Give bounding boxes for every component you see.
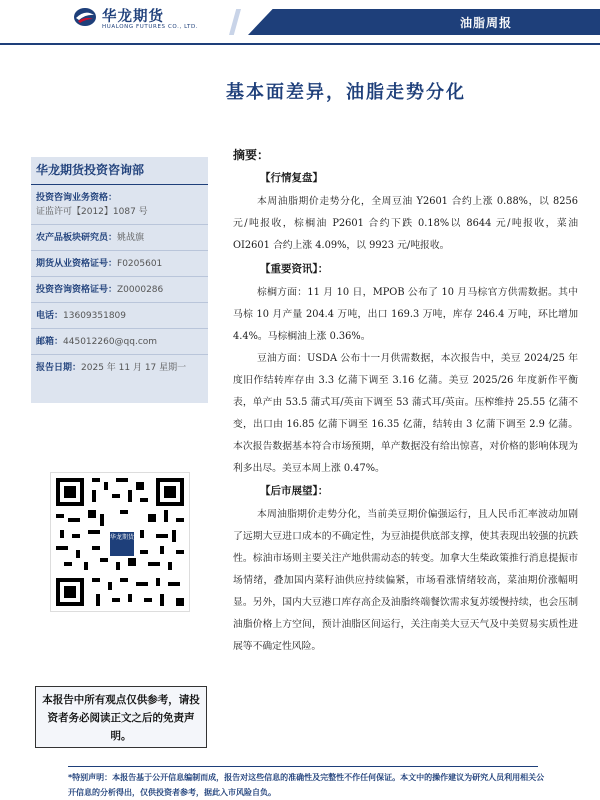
email-row bbox=[31, 329, 208, 355]
researcher-value: 姚战旗 bbox=[117, 233, 145, 243]
qualification-value: 证监许可【2012】1087 号 bbox=[36, 207, 148, 217]
date-value: 2025 年 11 月 17 星期一 bbox=[81, 363, 187, 373]
date-label: 报告日期： bbox=[36, 363, 82, 373]
hualong-logo-icon bbox=[73, 6, 97, 28]
phone-row bbox=[31, 303, 208, 329]
researcher-label: 农产品板块研究员： bbox=[36, 233, 118, 243]
report-title: 基本面差异，油脂走势分化 bbox=[226, 82, 466, 103]
futures-cert-value: F0205601 bbox=[117, 259, 163, 269]
footer-disclaimer: *特别声明：本报告基于公开信息编制而成，报告对这些信息的准确性及完整性不作任何保证。本文中的操作建议为研究人员利用相关公开信息的分析得出，仅供投资者参考，据此入市风险自负。 bbox=[68, 773, 545, 797]
dept-name: 华龙期货投资咨询部 bbox=[31, 157, 208, 185]
page-header bbox=[0, 0, 600, 44]
futures-cert-row bbox=[31, 251, 208, 277]
disclaimer-box bbox=[35, 686, 207, 748]
section-key-news: 【重要资讯】： bbox=[260, 263, 329, 275]
paragraph-outlook: 本周油脂期价走势分化，当前美豆期价偏强运行，且人民币汇率波动加剧了远期大豆进口成本的不确定性，为豆油提供底部支撑，使其表现出较强的抗跌性。棕油市场则主要关注产地供需动态的转变。加拿大生柴政策推行消息提振市场情绪，叠加国内菜籽油供应持续偏紧，市场看涨情绪较高，菜油期价涨幅明显。另外，国内大豆港口库存高企及油脂终端餐饮需求复苏缓慢持续，也会压制油脂价格上方空间，预计油脂区间运行，关注南美大豆天气及中美贸易实质性进展等不确定性风险。 bbox=[233, 509, 578, 652]
email-label: 邮箱： bbox=[36, 337, 64, 347]
qr-center-logo: 华龙期货 bbox=[108, 530, 136, 558]
researcher-row bbox=[31, 225, 208, 251]
analyst-info-panel bbox=[31, 157, 208, 403]
consult-cert-row bbox=[31, 277, 208, 303]
footer-divider bbox=[68, 766, 538, 767]
paragraph-palm-oil: 棕榈方面：11 月 10 日，MPOB 公布了 10 月马棕官方供需数据。其中马棕 10 月产量 204.4 万吨，出口 169.3 万吨，库存 246.4 万吨，环比增加 4.4%。马棕榈油上涨 0.36%。 bbox=[233, 287, 578, 342]
abstract-heading: 摘要： bbox=[233, 148, 270, 162]
futures-cert-label: 期货从业资格证号： bbox=[36, 259, 118, 269]
paragraph-market-review: 本周油脂期价走势分化，全周豆油 Y2601 合约上涨 0.88%，以 8256 元/吨报收，棕榈油 P2601 合约下跌 0.18%以 8644 元/吨报收，菜油 OI2601 合约上涨 4.09%，以 9923 元/吨报收。 bbox=[233, 196, 578, 251]
consult-cert-value: Z0000286 bbox=[117, 285, 164, 295]
header-band bbox=[248, 9, 600, 35]
report-body bbox=[233, 146, 578, 658]
date-row bbox=[31, 355, 208, 380]
phone-value: 13609351809 bbox=[63, 311, 127, 321]
qualification-row bbox=[31, 185, 208, 225]
disclaimer-text: 本报告中所有观点仅供参考，请投资者务必阅读正文之后的免责声明。 bbox=[42, 694, 200, 742]
brand-name: 华龙期货 bbox=[102, 9, 164, 25]
section-market-review: 【行情复盘】 bbox=[260, 172, 323, 184]
brand-name-en: HUALONG FUTURES CO., LTD. bbox=[102, 24, 199, 30]
qualification-label: 投资咨询业务资格： bbox=[36, 193, 118, 203]
section-outlook: 【后市展望】： bbox=[260, 485, 329, 497]
phone-label: 电话： bbox=[36, 311, 64, 321]
header-accent-stripe bbox=[229, 9, 241, 35]
report-type-label: 油脂周报 bbox=[459, 16, 512, 30]
email-value: 445012260@qq.com bbox=[63, 337, 158, 347]
consult-cert-label: 投资咨询资格证号： bbox=[36, 285, 118, 295]
header-divider bbox=[0, 43, 600, 45]
qr-code bbox=[50, 472, 190, 612]
paragraph-soybean-oil: 豆油方面：USDA 公布十一月供需数据，本次报告中，美豆 2024/25 年度旧作结转库存由 3.3 亿蒲下调至 3.16 亿蒲。美豆 2025/26 年度新作平衡表，单产由 53.5 蒲式耳/英亩下调至 53 蒲式耳/英亩。压榨维持 25.55 亿蒲不变，出口由 16.85 亿蒲下调至 16.35 亿蒲，结转由 3 亿蒲下调至 2.9 亿蒲。本次报告数据基本符合市场预期，单产数据没有给出惊喜，对价格的影响体现为利多出尽。美豆本周上涨 0.47%。 bbox=[233, 353, 578, 474]
